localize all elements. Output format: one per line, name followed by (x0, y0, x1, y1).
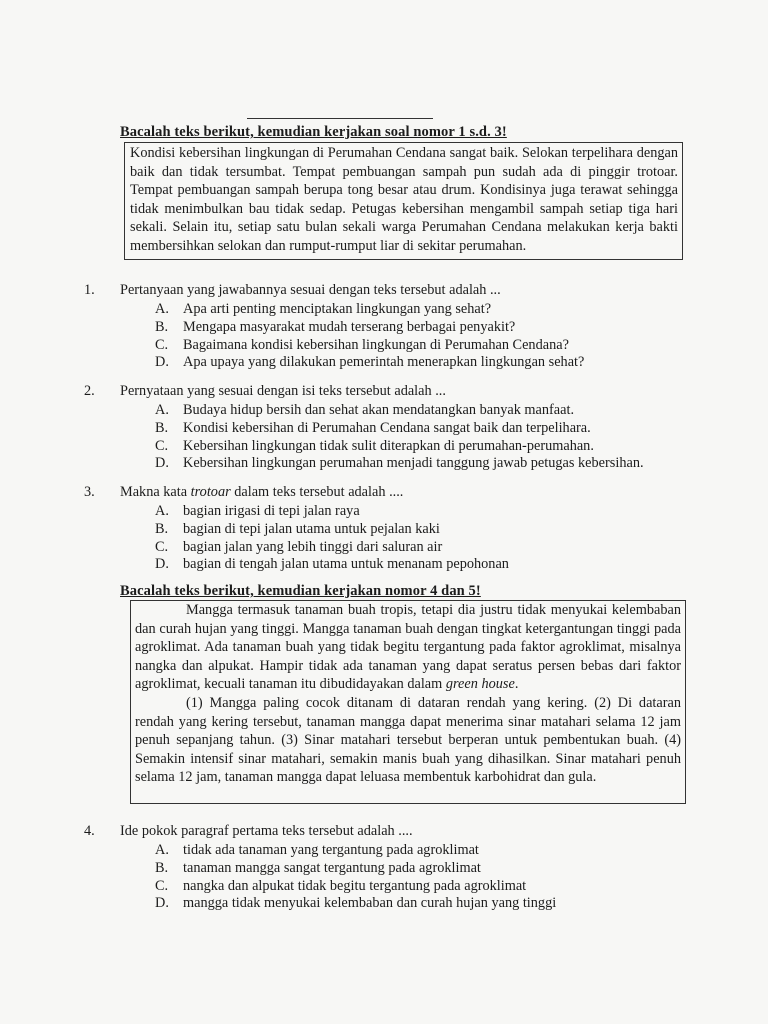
option-letter: A. (155, 301, 169, 317)
passage-2-paragraph-2: (1) Mangga paling cocok ditanam di dataran rendah yang kering. (2) Di dataran rendah yang kering tersebut, tanaman mangga dapat menerima sinar matahari selama 12 jam penuh sepanjang tahun. (3) Sinar matahari tersebut berperan untuk pembentukan buah. (4) Semakin intensif sinar matahari, semakin manis buah yang dihasilkan. Sinar matahari penuh selama 12 jam, tanaman mangga dapat leluasa membentuk karbohidrat dan gula. (135, 694, 681, 786)
option-letter: C. (155, 877, 169, 894)
option-text: bagian di tepi jalan utama untuk pejalan kaki (183, 520, 440, 537)
question-text: Makna kata trotoar dalam teks tersebut adalah .... (120, 484, 404, 500)
question-number: 1. (84, 282, 95, 298)
question-number: 4. (84, 823, 95, 839)
reading-passage-2 (130, 600, 686, 804)
option-letter: D. (155, 354, 169, 371)
option-letter: B. (155, 419, 169, 436)
option-text: Budaya hidup bersih dan sehat akan mendatangkan banyak manfaat. (183, 402, 575, 418)
question-number: 3. (84, 484, 95, 500)
option-letter: A. (155, 842, 169, 858)
option-letter: A. (155, 402, 169, 418)
question-number: 2. (84, 383, 95, 399)
option-letter: C. (155, 437, 169, 454)
option-letter: B. (155, 520, 169, 537)
passage-1-text: Kondisi kebersihan lingkungan di Perumahan Cendana sangat baik. Selokan terpelihara dengan baik dan tidak tersumbat. Tempat pembuangan sampah pun sudah ada di pinggir trotoar. Tempat pembuangan sampah berupa tong besar atau drum. Kondisinya juga terawat sehingga tidak menimbulkan bau tidak sedap. Petugas kebersihan mengambil sampah setiap tiga hari sekali. Selain itu, setiap satu bulan sekali warga Perumahan Cendana melakukan kerja bakti membersihkan selokan dan rumput-rumput liar di sekitar perumahan. (130, 145, 678, 254)
option-letter: C. (155, 538, 169, 555)
option-text: tidak ada tanaman yang tergantung pada agroklimat (183, 842, 479, 858)
option-text: bagian di tengah jalan utama untuk menanam pepohonan (183, 556, 509, 573)
option-text: mangga tidak menyukai kelembaban dan curah hujan yang tinggi (183, 895, 557, 912)
option-text: Mengapa masyarakat mudah terserang berbagai penyakit? (183, 318, 516, 335)
option-letter: D. (155, 455, 169, 472)
option-text: Kondisi kebersihan di Perumahan Cendana sangat baik dan terpelihara. (183, 419, 591, 436)
question-text: Ide pokok paragraf pertama teks tersebut adalah .... (120, 823, 413, 839)
instruction-heading-2: Bacalah teks berikut, kemudian kerjakan nomor 4 dan 5! (120, 583, 481, 599)
option-text: bagian irigasi di tepi jalan raya (183, 503, 360, 519)
option-text: Apa upaya yang dilakukan pemerintah menerapkan lingkungan sehat? (183, 354, 585, 371)
passage-2-paragraph-1: Mangga termasuk tanaman buah tropis, tetapi dia justru tidak menyukai kelembaban dan curah hujan yang tinggi. Mangga tanaman buah dengan tingkat ketergantungan tinggi pada agroklimat. Ada tanaman buah yang tidak begitu tergantung pada faktor agroklimat, misalnya nangka dan alpukat. Hampir tidak ada tanaman yang dapat seratus persen bebas dari faktor agroklimat, kecuali tanaman itu dibudidayakan dalam green house. (135, 602, 681, 693)
option-text: Kebersihan lingkungan perumahan menjadi tanggung jawab petugas kebersihan. (183, 455, 644, 472)
option-text: Bagaimana kondisi kebersihan lingkungan di Perumahan Cendana? (183, 336, 569, 353)
option-text: Kebersihan lingkungan tidak sulit diterapkan di perumahan-perumahan. (183, 437, 594, 454)
option-text: tanaman mangga sangat tergantung pada agroklimat (183, 859, 481, 876)
option-text: bagian jalan yang lebih tinggi dari saluran air (183, 538, 443, 555)
option-text: Apa arti penting menciptakan lingkungan yang sehat? (183, 301, 492, 317)
option-letter: D. (155, 895, 169, 912)
option-letter: B. (155, 318, 169, 335)
option-letter: D. (155, 556, 169, 573)
reading-passage-1 (124, 142, 683, 260)
option-letter: B. (155, 859, 169, 876)
option-text: nangka dan alpukat tidak begitu tergantung pada agroklimat (183, 877, 527, 894)
option-letter: C. (155, 336, 169, 353)
question-text: Pernyataan yang sesuai dengan isi teks tersebut adalah ... (120, 383, 446, 399)
instruction-heading-1: Bacalah teks berikut, kemudian kerjakan soal nomor 1 s.d. 3! (120, 124, 507, 140)
divider-line (247, 118, 433, 119)
option-letter: A. (155, 503, 169, 519)
question-text: Pertanyaan yang jawabannya sesuai dengan teks tersebut adalah ... (120, 282, 501, 298)
